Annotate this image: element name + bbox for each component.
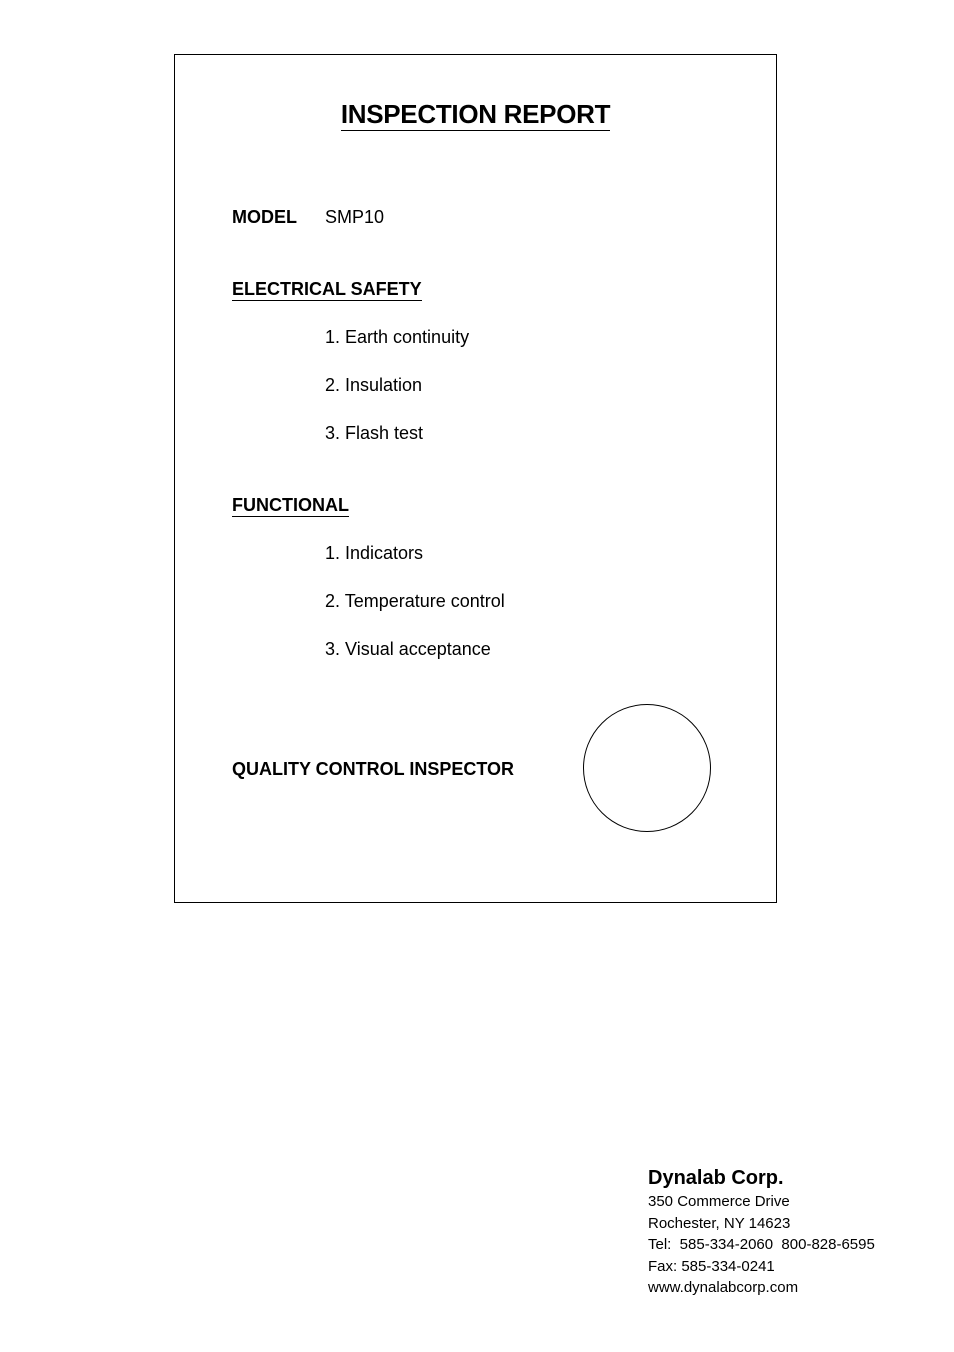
report-title: INSPECTION REPORT — [340, 99, 611, 129]
model-value: SMP10 — [325, 207, 385, 227]
electrical-safety-heading: ELECTRICAL SAFETY — [232, 279, 422, 299]
functional-item: 1. Indicators — [325, 543, 424, 563]
electrical-safety-item: 1. Earth continuity — [325, 327, 470, 347]
company-contact-block — [648, 1165, 875, 1299]
company-name: Dynalab Corp. — [648, 1167, 784, 1189]
functional-item: 3. Visual acceptance — [325, 639, 491, 659]
company-tel: Tel: 585-334-2060 800-828-6595 — [648, 1236, 875, 1253]
functional-heading: FUNCTIONAL — [232, 495, 349, 515]
company-website: www.dynalabcorp.com — [648, 1279, 799, 1296]
model-label: MODEL — [232, 207, 297, 227]
functional-heading-wrapper — [232, 494, 349, 516]
inspection-report-box — [174, 54, 777, 903]
functional-item: 2. Temperature control — [325, 591, 505, 611]
electrical-safety-heading-wrapper — [232, 278, 422, 300]
electrical-safety-item: 2. Insulation — [325, 375, 423, 395]
electrical-safety-item: 3. Flash test — [325, 423, 424, 443]
inspector-label: QUALITY CONTROL INSPECTOR — [232, 759, 515, 779]
report-title-wrapper — [175, 99, 776, 131]
company-address-line2: Rochester, NY 14623 — [648, 1214, 791, 1232]
inspector-stamp-circle — [583, 704, 711, 832]
company-fax: Fax: 585-334-0241 — [648, 1257, 775, 1275]
company-address-line1: 350 Commerce Drive — [648, 1193, 790, 1210]
